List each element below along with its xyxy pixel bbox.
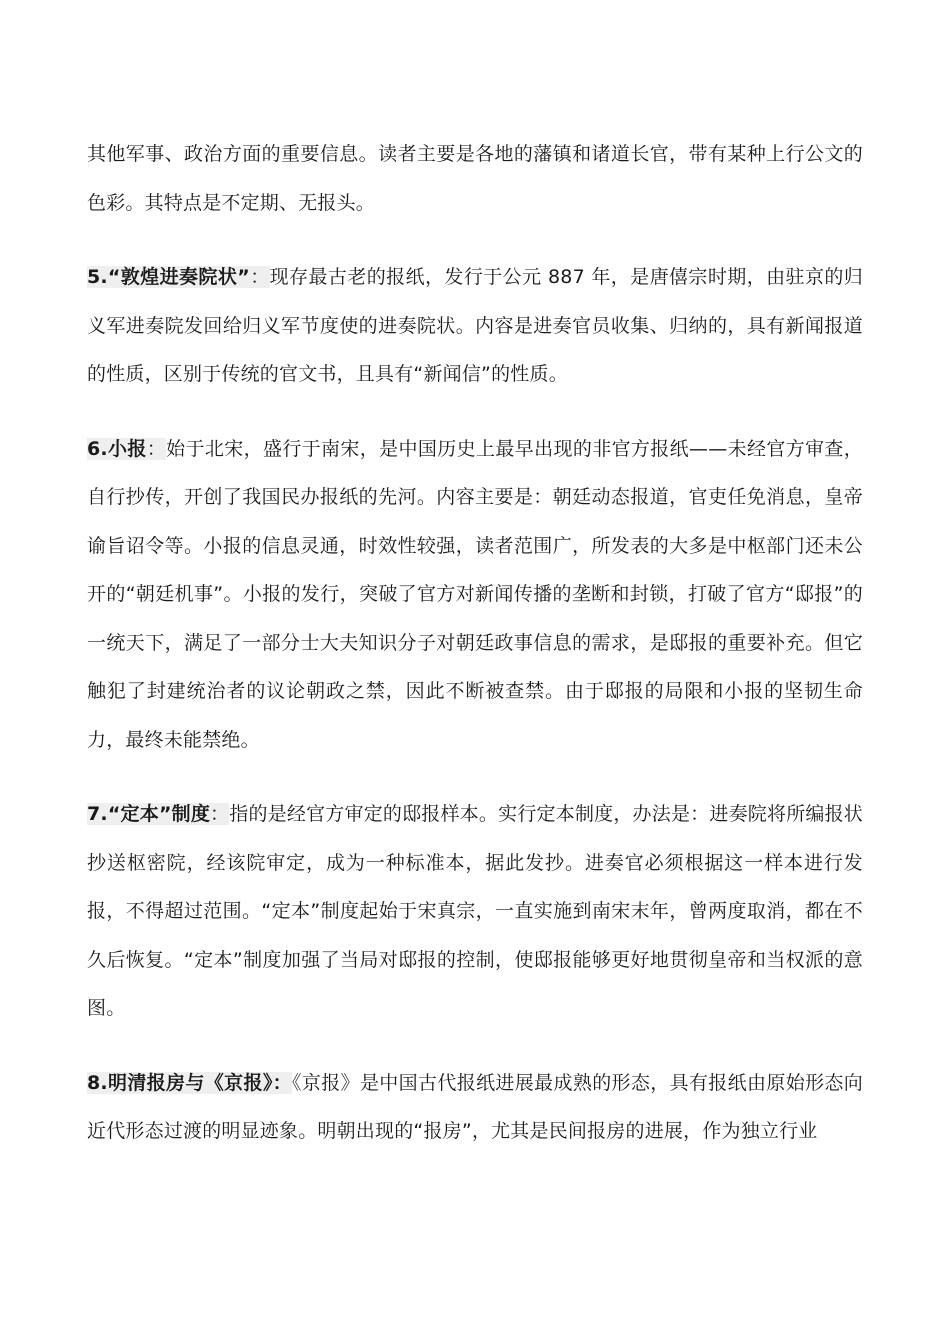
- paragraph-3: [87, 425, 863, 765]
- paragraph-2-colon: ：: [249, 266, 270, 288]
- paragraph-4: [87, 790, 863, 1033]
- paragraph-4-term: 7.“定本”制度: [87, 803, 211, 825]
- document-page: [87, 130, 863, 1156]
- paragraph-1: [87, 130, 863, 227]
- paragraph-2: [87, 253, 863, 399]
- paragraph-4-colon: ：: [210, 803, 230, 825]
- paragraph-3-term: 6.小报: [87, 437, 147, 460]
- paragraph-4-text: 指的是经官方审定的邸报样本。实行定本制度，办法是：进奏院将所编报状抄送枢密院，经该院审定，成为一种标准本，据此发抄。进奏官必须根据这一样本进行发报，不得超过范围。“定本”制度起始于宋真宗，一直实施到南宋末年，曾两度取消，都在不久后恢复。“定本”制度加强了当局对邸报的控制，使邸报能够更好地贯彻皇帝和当权派的意图。: [87, 803, 864, 1019]
- paragraph-5-term: 8.明清报房与《京报》：: [87, 1071, 293, 1094]
- paragraph-3-text: 始于北宋，盛行于南宋，是中国历史上最早出现的非官方报纸——未经官方审查，自行抄传，开创了我国民办报纸的先河。内容主要是：朝廷动态报道，官吏任免消息，皇帝谕旨诏令等。小报的信息灵通，时效性较强，读者范围广，所发表的大多是中枢部门还未公开的“朝廷机事”。小报的发行，突破了官方对新闻传播的垄断和封锁，打破了官方“邸报”的一统天下，满足了一部分士大夫知识分子对朝廷政事信息的需求，是邸报的重要补充。但它触犯了封建统治者的议论朝政之禁，因此不断被查禁。由于邸报的局限和小报的坚韧生命力，最终未能禁绝。: [87, 437, 864, 751]
- paragraph-5: [87, 1059, 863, 1156]
- paragraph-3-colon: ：: [146, 437, 167, 460]
- paragraph-2-term: 5.“敦煌进奏院状”: [87, 266, 250, 288]
- paragraph-1-text: 其他军事、政治方面的重要信息。读者主要是各地的藩镇和诸道长官，带有某种上行公文的色彩。其特点是不定期、无报头。: [87, 143, 863, 214]
- paragraph-5-text: 《京报》是中国古代报纸进展最成熟的形态，具有报纸由原始形态向近代形态过渡的明显迹象。明朝出现的“报房”，尤其是民间报房的进展，作为独立行业: [87, 1071, 863, 1142]
- paragraph-2-text: 现存最古老的报纸，发行于公元 887 年，是唐僖宗时期，由驻京的归义军进奏院发回给归义军节度使的进奏院状。内容是进奏官员收集、归纳的，具有新闻报道的性质，区别于传统的官文书，且具有“新闻信”的性质。: [87, 266, 863, 385]
